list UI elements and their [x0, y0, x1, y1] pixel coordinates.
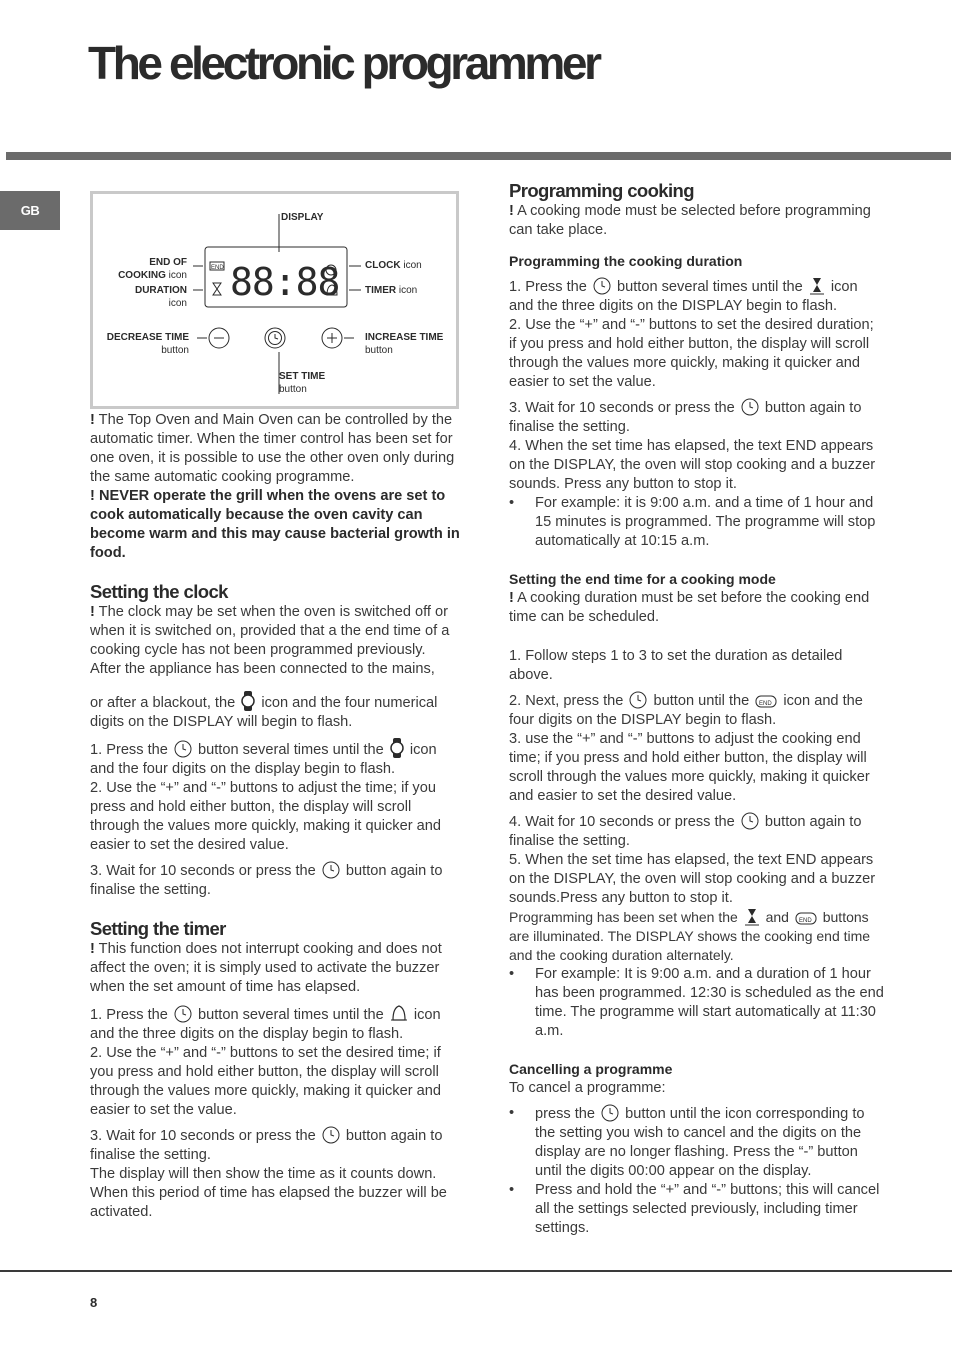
- end-step-2: 2. Next, press the button until the END icon and the four digits on the DISPLAY begin to flash.: [509, 693, 863, 728]
- timer-step-3: 3. Wait for 10 seconds or press the button again to finalise the setting.: [90, 1128, 443, 1163]
- footer-rule: [0, 1270, 952, 1272]
- clock-step-2: 2. Use the “+” and “-” buttons to adjust the time; if you press and hold either button, the display will scroll through the values more quickly, making it quicker and easier to set the desired value.: [90, 780, 441, 853]
- set-time-button-icon: [601, 1104, 619, 1122]
- programming-heading: Programming cooking: [509, 180, 694, 201]
- set-time-button-icon: [322, 861, 340, 879]
- duration-icon: [809, 277, 825, 295]
- end-time-heading: Setting the end time for a cooking mode: [509, 571, 776, 587]
- end-of-cooking-icon: [755, 693, 777, 709]
- set-time-label: SET TIME button: [279, 371, 326, 395]
- end-of-cooking-label: END OF COOKING icon: [118, 257, 187, 281]
- clock-para: After the appliance has been connected to the mains,: [90, 661, 435, 677]
- duration-step-1: 1. Press the button several times until the icon and the three digits on the DISPLAY begin to flash.: [509, 279, 858, 314]
- header-rule: [6, 152, 951, 160]
- end-step-1: 1. Follow steps 1 to 3 to set the duration as detailed above.: [509, 648, 843, 683]
- left-column: [90, 411, 464, 1222]
- end-example-list: [509, 965, 884, 1041]
- end-step-3: 3. use the “+” and “-” buttons to adjust the cooking end time; if you press and hold either button, the display will scroll through the values more quickly, making it quicker and easier to set the desired value.: [509, 731, 870, 804]
- set-time-button-icon: [174, 740, 192, 758]
- timer-note: ! This function does not interrupt cooking and does not affect the oven; it is simply used to activate the buzzer when the set amount of time has elapsed.: [90, 941, 442, 995]
- cancel-item: • press the button until the icon corresponding to the setting you wish to cancel and the digits on the display are no longer flashing. Press the “-” button until the digits 00:00 appear on the display.: [509, 1104, 884, 1181]
- end-of-cooking-icon: [795, 910, 817, 926]
- set-time-button-icon: [593, 277, 611, 295]
- timer-step-2: 2. Use the “+” and “-” buttons to set the desired time; if you press and hold either button, the display will scroll through the values more quickly, making it quicker and easier to set the value.: [90, 1045, 441, 1118]
- programmer-diagram: [90, 191, 459, 409]
- page-title: The electronic programmer: [88, 37, 599, 89]
- duration-heading: Programming the cooking duration: [509, 253, 743, 269]
- note-ovens: ! The Top Oven and Main Oven can be controlled by the automatic timer. When the timer control has been set for one oven, it is possible to use the other oven only during the same automatic cooking programme.: [90, 412, 455, 485]
- svg-text:END: END: [798, 918, 812, 924]
- clock-blackout: or after a blackout, the icon and the four numerical digits on the DISPLAY will begin to flash.: [90, 691, 464, 732]
- clock-icon: [390, 738, 404, 758]
- set-time-button-icon: [741, 812, 759, 830]
- duration-label: DURATION icon: [134, 285, 187, 309]
- end-step-4: 4. Wait for 10 seconds or press the button again to finalise the setting.: [509, 814, 862, 849]
- end-step-5: 5. When the set time has elapsed, the text END appears on the DISPLAY, the oven will stop cooking and a buzzer sounds.Press any button to stop it.: [509, 852, 876, 906]
- duration-example-list: [509, 494, 884, 551]
- duration-step-2: 2. Use the “+” and “-” buttons to set the desired duration; if you press and hold either button, the display will scroll through the values more quickly, making it quicker and easier to set the value.: [509, 317, 874, 390]
- set-time-button-icon: [174, 1005, 192, 1023]
- end-time-note: ! A cooking duration must be set before the cooking end time can be scheduled.: [509, 590, 870, 625]
- set-time-button-icon: [629, 691, 647, 709]
- clock-label: CLOCK icon: [365, 260, 422, 271]
- display-digits: 88:88: [230, 260, 340, 304]
- cancel-heading: Cancelling a programme: [509, 1061, 673, 1077]
- clock-step-1: 1. Press the button several times until the icon and the four digits on the display begin to flash.: [90, 738, 464, 779]
- note-grill-warning: ! NEVER operate the grill when the ovens are set to cook automatically because the oven cavity can become warm and this may cause bacterial growth in food.: [90, 488, 460, 561]
- clock-icon: [241, 691, 255, 711]
- timer-step-1: 1. Press the button several times until the icon and the three digits on the display begin to flash.: [90, 1003, 464, 1044]
- language-tab: GB: [0, 191, 60, 230]
- end-icon: END: [211, 265, 224, 271]
- timer-para: The display will then show the time as it counts down. When this period of time has elapsed the buzzer will be activated.: [90, 1166, 447, 1220]
- svg-text:END: END: [759, 701, 772, 707]
- display-label: DISPLAY: [281, 212, 324, 223]
- clock-step-3: 3. Wait for 10 seconds or press the button again to finalise the setting.: [90, 863, 443, 898]
- programming-note: ! A cooking mode must be selected before programming can take place.: [509, 203, 871, 238]
- duration-icon: [744, 908, 760, 926]
- set-time-button-icon: [741, 398, 759, 416]
- clock-note: ! The clock may be set when the oven is switched off or when it is switched on, provided that a the end time of a cooking cycle has not been programmed previously.: [90, 604, 450, 658]
- set-time-button-icon: [322, 1126, 340, 1144]
- cancel-list: [509, 1104, 884, 1238]
- duration-step-3: 3. Wait for 10 seconds or press the button again to finalise the setting.: [509, 400, 862, 435]
- duration-step-4: 4. When the set time has elapsed, the text END appears on the DISPLAY, the oven will stop cooking and a buzzer sounds. Press any button to stop it.: [509, 438, 876, 492]
- timer-label: TIMER icon: [365, 285, 418, 296]
- page-number: 8: [90, 1295, 98, 1310]
- right-column: [509, 180, 884, 1238]
- cancel-intro: To cancel a programme:: [509, 1080, 666, 1096]
- duration-example: • For example: it is 9:00 a.m. and a time of 1 hour and 15 minutes is programmed. The programme will stop automatically at 10:15 a.m.: [509, 494, 884, 551]
- increase-time-label: INCREASE TIME button: [365, 332, 444, 356]
- timer-heading: Setting the timer: [90, 918, 226, 939]
- bell-icon: [390, 1003, 408, 1023]
- clock-heading: Setting the clock: [90, 581, 228, 602]
- end-step-6: Programming has been set when the and END buttons are illuminated. The DISPLAY shows the cooking end time and the cooking duration alternately.: [509, 909, 871, 963]
- decrease-time-label: DECREASE TIME button: [106, 332, 189, 356]
- cancel-item: • Press and hold the “+” and “-” buttons; this will cancel all the settings selected previously, including timer settings.: [509, 1181, 884, 1238]
- end-example: • For example: It is 9:00 a.m. and a duration of 1 hour has been programmed. 12:30 is scheduled as the end time. The programme will start automatically at 11:30 a.m.: [509, 965, 884, 1041]
